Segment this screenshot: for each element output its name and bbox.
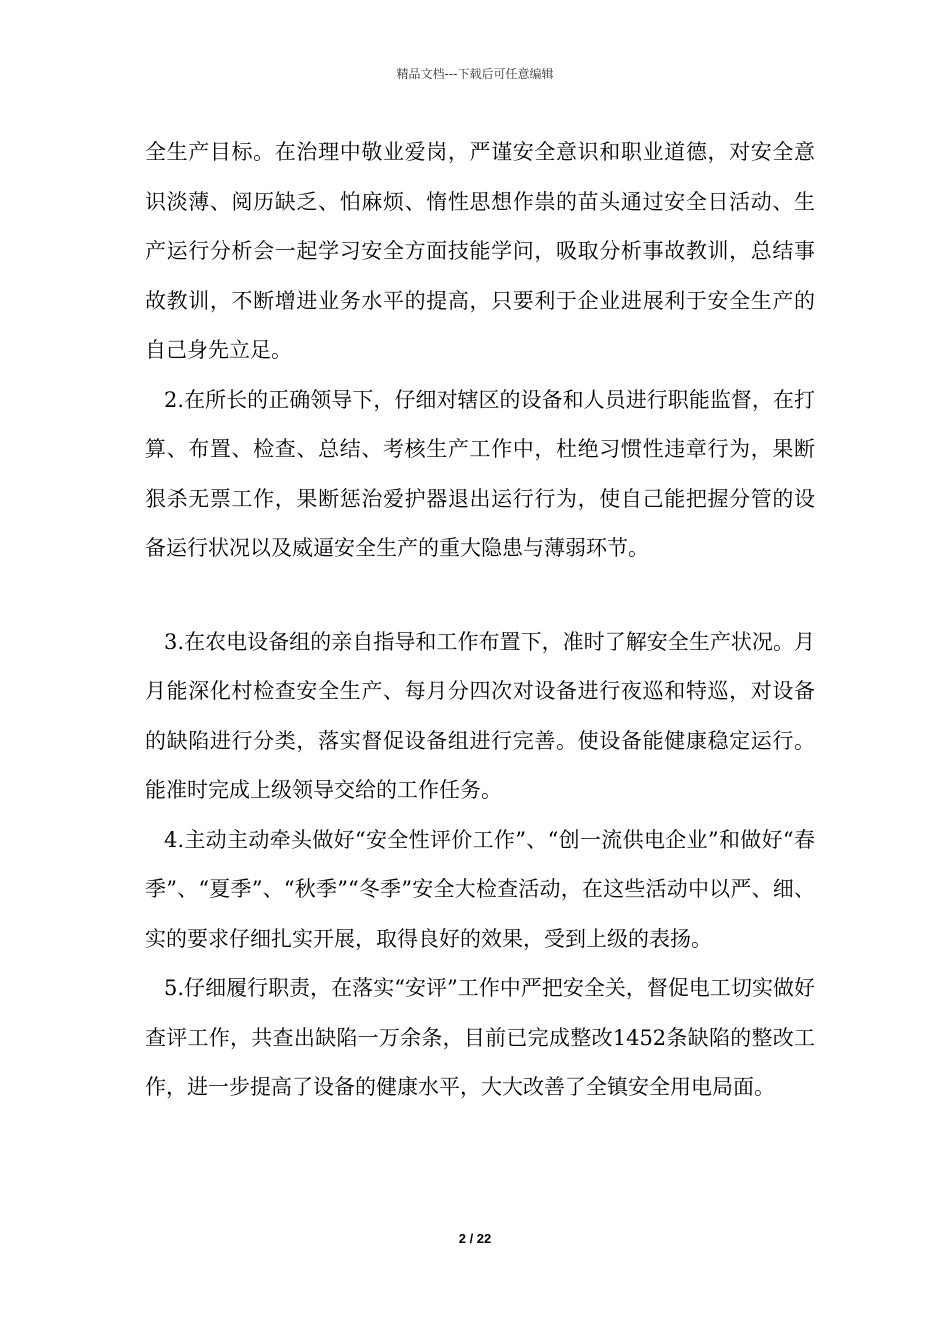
page-header: 精品文档---下载后可任意编辑	[396, 67, 554, 81]
paragraph-item-5: 5.仔细履行职责，在落实“安评”工作中严把安全关，督促电工切实做好查评工作，共查出缺陷一万余条，目前已完成整改1452条缺陷的整改工作，进一步提高了设备的健康水平，大大改善了全镇安全用电局面。	[145, 976, 815, 1099]
paragraph-item-2: 2.在所长的正确领导下，仔细对辖区的设备和人员进行职能监督，在打算、布置、检查、总结、考核生产工作中，杜绝习惯性违章行为，果断狠杀无票工作，果断惩治爱护器退出运行行为，使自己能把握分管的设备运行状况以及威逼安全生产的重大隐患与薄弱环节。	[145, 387, 815, 560]
paragraph-continuation: 全生产目标。在治理中敬业爱岗，严谨安全意识和职业道德，对安全意识淡薄、阅历缺乏、怕麻烦、惰性思想作祟的苗头通过安全日活动、生产运行分析会一起学习安全方面技能学问，吸取分析事故教训，总结事故教训，不断增进业务水平的提高，只要利于企业进展利于安全生产的自己身先立足。	[145, 140, 815, 362]
paragraph-item-4: 4.主动主动牵头做好“安全性评价工作”、“创一流供电企业”和做好“春季”、“夏季”、“秋季”“冬季”安全大检查活动，在这些活动中以严、细、实的要求仔细扎实开展，取得良好的效果，受到上级的表扬。	[145, 827, 815, 951]
document-body	[145, 128, 815, 1113]
paragraph-gap	[145, 574, 815, 618]
paragraph-item-3: 3.在农电设备组的亲自指导和工作布置下，准时了解安全生产状况。月月能深化村检查安全生产、每月分四次对设备进行夜巡和特巡，对设备的缺陷进行分类，落实督促设备组进行完善。使设备能健康稳定运行。能准时完成上级领导交给的工作任务。	[145, 629, 815, 802]
page-number: 2 / 22	[458, 1231, 492, 1246]
